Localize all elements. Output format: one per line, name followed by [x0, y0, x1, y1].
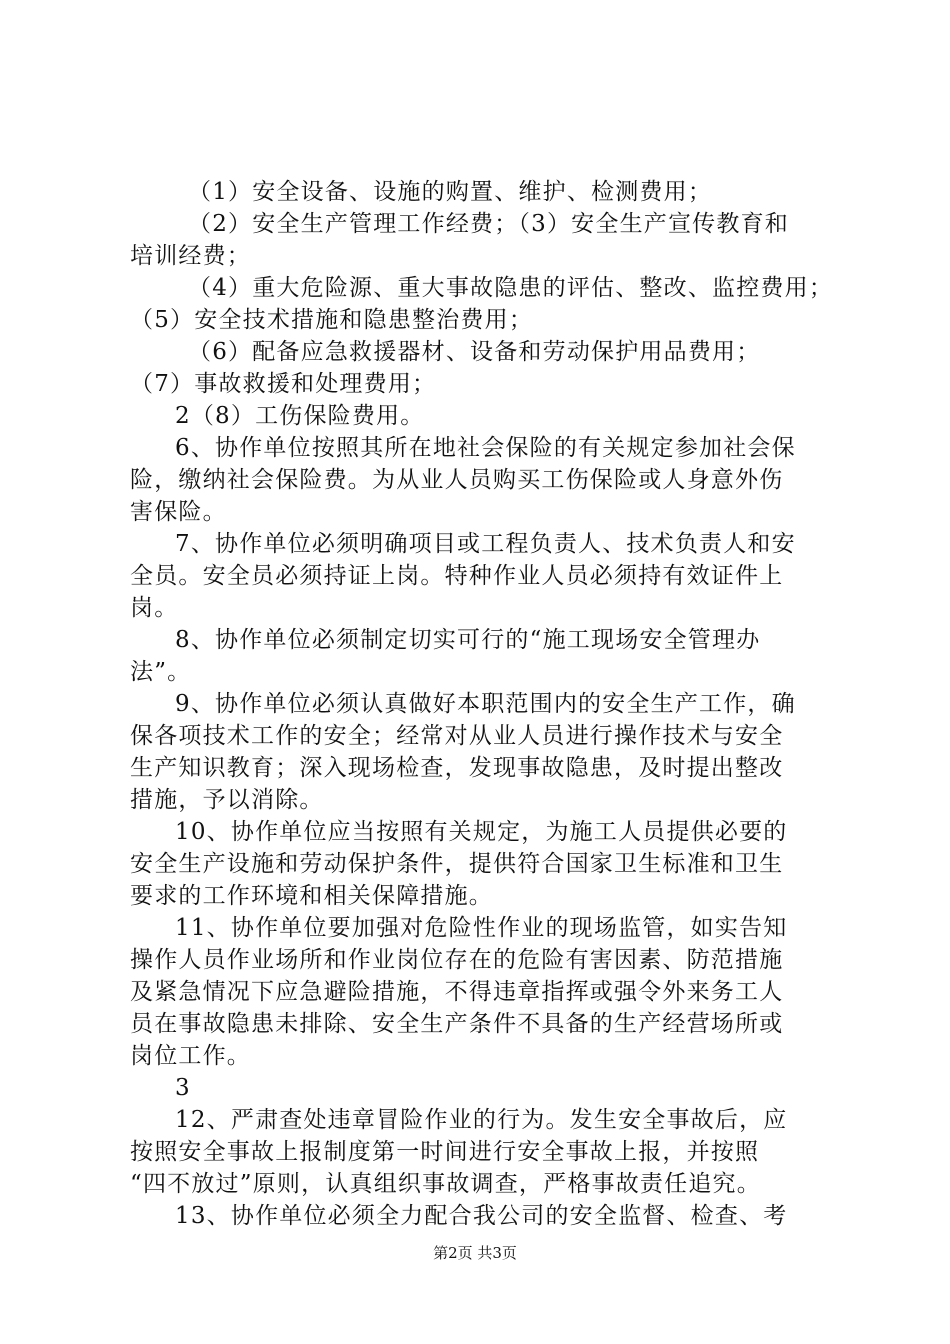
text-line: 13、协作单位必须全力配合我公司的安全监督、检查、考	[175, 1203, 788, 1229]
text-line: （4）重大危险源、重大事故隐患的评估、整改、监控费用；	[188, 275, 834, 301]
text-line: 要求的工作环境和相关保障措施。	[130, 883, 493, 909]
text-line: 9、协作单位必须认真做好本职范围内的安全生产工作，确	[175, 691, 796, 717]
text-line: 岗位工作。	[130, 1043, 251, 1069]
text-line: 全员。安全员必须持证上岗。特种作业人员必须持有效证件上	[130, 563, 784, 589]
text-line: 生产知识教育；深入现场检查，发现事故隐患，及时提出整改	[130, 755, 784, 781]
text-line: 及紧急情况下应急避险措施，不得违章指挥或强令外来务工人	[130, 979, 784, 1005]
text-line: 岗。	[130, 595, 179, 621]
text-line: 法”。	[130, 659, 192, 685]
page-footer: 第2页 共3页	[433, 1244, 517, 1262]
text-line: 保各项技术工作的安全；经常对从业人员进行操作技术与安全	[130, 723, 784, 749]
page-number-inline: 3	[175, 1075, 191, 1101]
text-line: 培训经费；	[130, 243, 251, 269]
text-line: （6）配备应急救援器材、设备和劳动保护用品费用；	[188, 339, 761, 365]
text-line: 操作人员作业场所和作业岗位存在的危险有害因素、防范措施	[130, 947, 784, 973]
text-line: （1）安全设备、设施的购置、维护、检测费用；	[188, 179, 713, 205]
text-line: 7、协作单位必须明确项目或工程负责人、技术负责人和安	[175, 531, 796, 557]
text-line: 按照安全事故上报制度第一时间进行安全事故上报，并按照	[130, 1139, 760, 1165]
text-line: 害保险。	[130, 499, 227, 525]
text-line: 员在事故隐患未排除、安全生产条件不具备的生产经营场所或	[130, 1011, 784, 1037]
text-line: 8、协作单位必须制定切实可行的“施工现场安全管理办	[175, 627, 761, 653]
text-line: （5）安全技术措施和隐患整治费用；	[130, 307, 534, 333]
text-line: “四不放过”原则，认真组织事故调查，严格事故责任追究。	[130, 1171, 761, 1197]
text-line: 措施，予以消除。	[130, 787, 324, 813]
text-line: 11、协作单位要加强对危险性作业的现场监管，如实告知	[175, 915, 788, 941]
text-line: 2（8）工伤保险费用。	[175, 403, 425, 429]
text-line: 10、协作单位应当按照有关规定，为施工人员提供必要的	[175, 819, 788, 845]
text-line: （2）安全生产管理工作经费；（3）安全生产宣传教育和	[188, 211, 789, 237]
text-line: 险，缴纳社会保险费。为从业人员购买工伤保险或人身意外伤	[130, 467, 784, 493]
text-line: 6、协作单位按照其所在地社会保险的有关规定参加社会保	[175, 435, 796, 461]
text-line: 安全生产设施和劳动保护条件，提供符合国家卫生标准和卫生	[130, 851, 784, 877]
text-line: 12、严肃查处违章冒险作业的行为。发生安全事故后，应	[175, 1107, 788, 1133]
text-line: （7）事故救援和处理费用；	[130, 371, 437, 397]
